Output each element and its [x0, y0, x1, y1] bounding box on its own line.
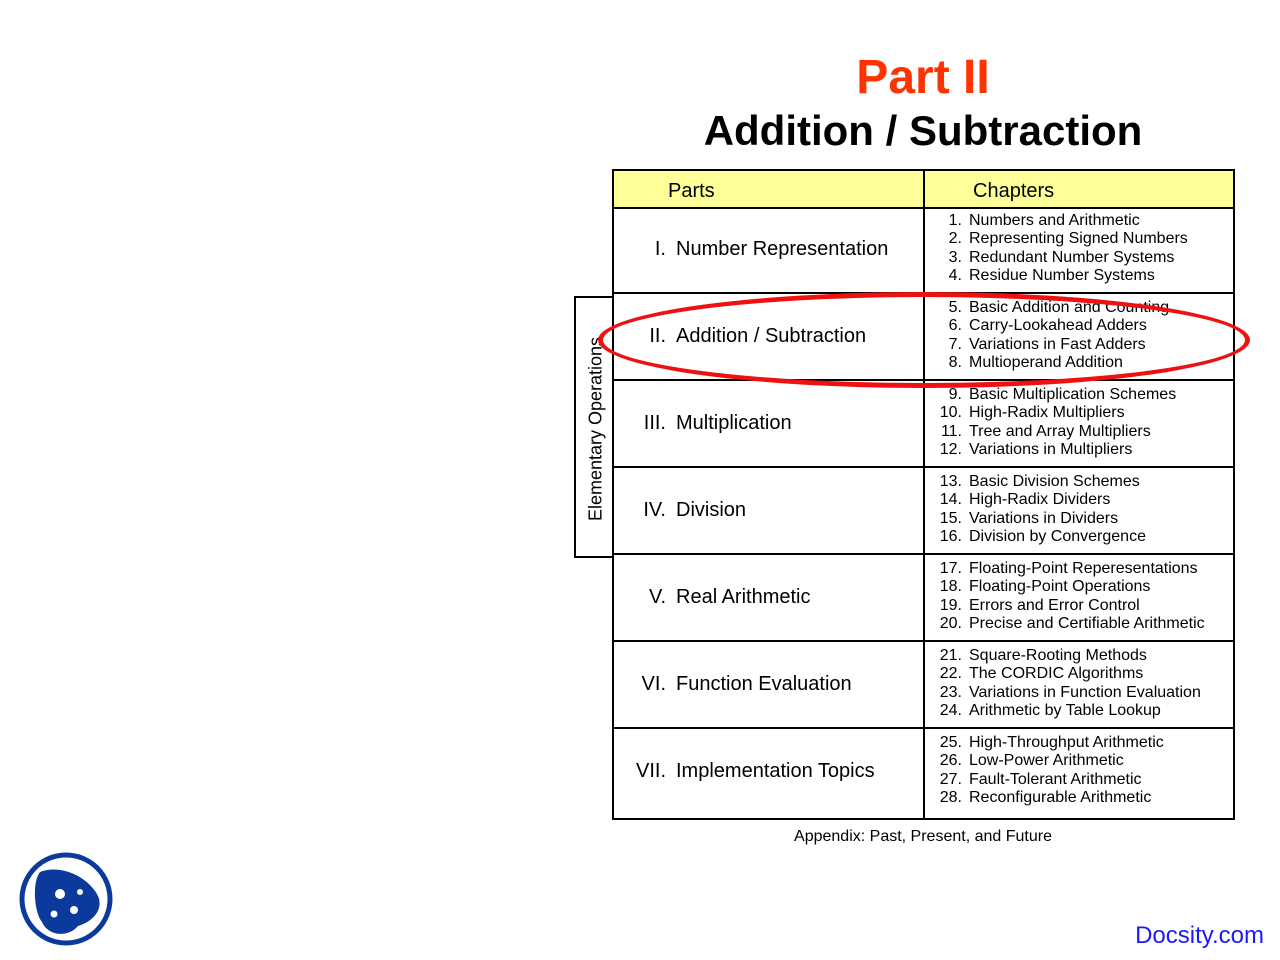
chapter-item — [925, 249, 1231, 267]
chapter-title: High-Radix Dividers — [969, 491, 1111, 509]
chapter-item — [925, 491, 1231, 509]
chapter-item — [925, 684, 1231, 702]
chapter-title: High-Throughput Arithmetic — [969, 734, 1164, 751]
chapter-title: Multioperand Addition — [969, 353, 1123, 371]
chapter-number: 9. — [948, 386, 962, 403]
chapter-item — [925, 267, 1231, 285]
chapter-title: Floating-Point Operations — [969, 578, 1151, 596]
part-number: VII. — [635, 760, 666, 782]
chapter-number: 6. — [948, 317, 962, 335]
chapter-number: 11. — [940, 422, 962, 440]
chapter-number: 4. — [948, 266, 962, 284]
chapter-list — [925, 212, 1231, 285]
chapter-item — [925, 423, 1231, 441]
chapter-item — [925, 665, 1231, 683]
chapter-title: Basic Addition and Counting — [969, 299, 1170, 316]
chapter-number: 5. — [948, 299, 962, 316]
chapter-item — [925, 789, 1231, 807]
chapter-number: 22. — [939, 665, 962, 683]
chapter-list — [925, 386, 1231, 459]
chapter-item — [925, 528, 1231, 546]
chapter-title: Division by Convergence — [969, 527, 1146, 545]
chapter-number: 13. — [939, 473, 962, 490]
part-label — [614, 381, 923, 466]
highlight-oval — [598, 292, 1250, 388]
chapter-title: Variations in Multipliers — [969, 440, 1133, 458]
chapter-title: Precise and Certifiable Arithmetic — [969, 614, 1205, 632]
part-name: Division — [676, 499, 747, 521]
part-label — [614, 468, 923, 553]
part-name: Implementation Topics — [676, 760, 875, 782]
chapter-item — [925, 230, 1231, 248]
chapter-title: Fault-Tolerant Arithmetic — [969, 770, 1142, 788]
chapter-title: Floating-Point Reperesentations — [969, 560, 1198, 577]
chapter-number: 10. — [939, 404, 962, 422]
chapter-number: 28. — [939, 788, 962, 806]
part-label — [614, 555, 923, 640]
chapter-title: Carry-Lookahead Adders — [969, 317, 1147, 335]
chapter-title: The CORDIC Algorithms — [969, 665, 1144, 683]
chapter-number: 14. — [939, 491, 962, 509]
chapter-item — [925, 597, 1231, 615]
chapter-number: 26. — [939, 752, 962, 770]
part-label — [614, 729, 923, 814]
chapter-number: 21. — [939, 647, 962, 664]
chapter-title: Errors and Error Control — [969, 596, 1140, 614]
chapter-item — [925, 473, 1231, 491]
chapter-title: Tree and Array Multipliers — [969, 422, 1151, 440]
chapter-item — [925, 578, 1231, 596]
column-divider — [923, 171, 925, 818]
chapter-list — [925, 473, 1231, 546]
chapter-item — [925, 404, 1231, 422]
part-subtitle: Addition / Subtraction — [703, 107, 1143, 154]
chapter-number: 19. — [939, 596, 962, 614]
chapter-title: Residue Number Systems — [969, 266, 1155, 284]
chapter-number: 27. — [939, 770, 962, 788]
chapter-number: 25. — [939, 734, 962, 751]
chapter-item — [925, 212, 1231, 230]
chapter-title: Basic Multiplication Schemes — [969, 386, 1177, 403]
chapter-item — [925, 734, 1231, 752]
part-name: Number Representation — [676, 238, 889, 260]
chapter-title: Reconfigurable Arithmetic — [969, 788, 1152, 806]
chapter-title: Numbers and Arithmetic — [969, 212, 1140, 229]
chapter-item — [925, 702, 1231, 720]
part-title: Part II — [856, 51, 990, 104]
part-number: III. — [643, 412, 666, 434]
chapter-item — [925, 647, 1231, 665]
chapter-title: Arithmetic by Table Lookup — [969, 701, 1161, 719]
part-name: Real Arithmetic — [676, 586, 811, 608]
chapter-number: 12. — [939, 440, 962, 458]
part-label — [614, 642, 923, 727]
chapter-title: Variations in Function Evaluation — [969, 683, 1201, 701]
chapter-list — [925, 734, 1231, 807]
chapter-item — [925, 560, 1231, 578]
docsity-link[interactable]: Docsity.com — [1135, 922, 1264, 949]
chapter-item — [925, 752, 1231, 770]
part-name: Multiplication — [676, 412, 792, 434]
chapter-list — [925, 647, 1231, 720]
part-name: Addition / Subtraction — [676, 325, 867, 347]
chapter-number: 20. — [939, 614, 962, 632]
chapter-number: 1. — [948, 212, 962, 229]
chapter-title: Representing Signed Numbers — [969, 230, 1188, 248]
part-number: II. — [649, 325, 666, 347]
parts-chapters-table — [612, 169, 1235, 820]
chapter-number: 8. — [948, 353, 962, 371]
chapter-number: 16. — [939, 527, 962, 545]
chapter-number: 18. — [939, 578, 962, 596]
part-number: I. — [654, 238, 666, 260]
chapter-item — [925, 771, 1231, 789]
chapters-header: Chapters — [973, 180, 1055, 202]
chapter-title: Basic Division Schemes — [969, 473, 1140, 490]
chapter-list — [925, 560, 1231, 633]
part-name: Function Evaluation — [676, 673, 852, 695]
chapter-title: Low-Power Arithmetic — [969, 752, 1124, 770]
chapter-title: Variations in Dividers — [969, 509, 1119, 527]
chapter-item — [925, 510, 1231, 528]
chapter-number: 24. — [939, 701, 962, 719]
docsity-logo-icon — [18, 852, 114, 946]
chapter-title: High-Radix Multipliers — [969, 404, 1125, 422]
chapter-number: 2. — [948, 230, 962, 248]
chapter-title: Variations in Fast Adders — [969, 335, 1146, 353]
chapter-number: 3. — [948, 248, 962, 266]
chapter-number: 23. — [939, 683, 962, 701]
chapter-title: Redundant Number Systems — [969, 248, 1175, 266]
chapter-number: 15. — [939, 509, 962, 527]
part-number: V. — [648, 586, 666, 608]
appendix-note: Appendix: Past, Present, and Future — [794, 828, 1052, 845]
chapter-item — [925, 441, 1231, 459]
parts-header: Parts — [668, 180, 715, 202]
elementary-operations-label: Elementary Operations — [585, 336, 606, 522]
part-number: VI. — [641, 673, 666, 695]
part-label — [614, 207, 923, 292]
chapter-number: 7. — [948, 335, 962, 353]
part-number: IV. — [643, 499, 666, 521]
chapter-item — [925, 615, 1231, 633]
chapter-title: Square-Rooting Methods — [969, 647, 1147, 664]
chapter-item — [925, 386, 1231, 404]
chapter-number: 17. — [939, 560, 962, 577]
